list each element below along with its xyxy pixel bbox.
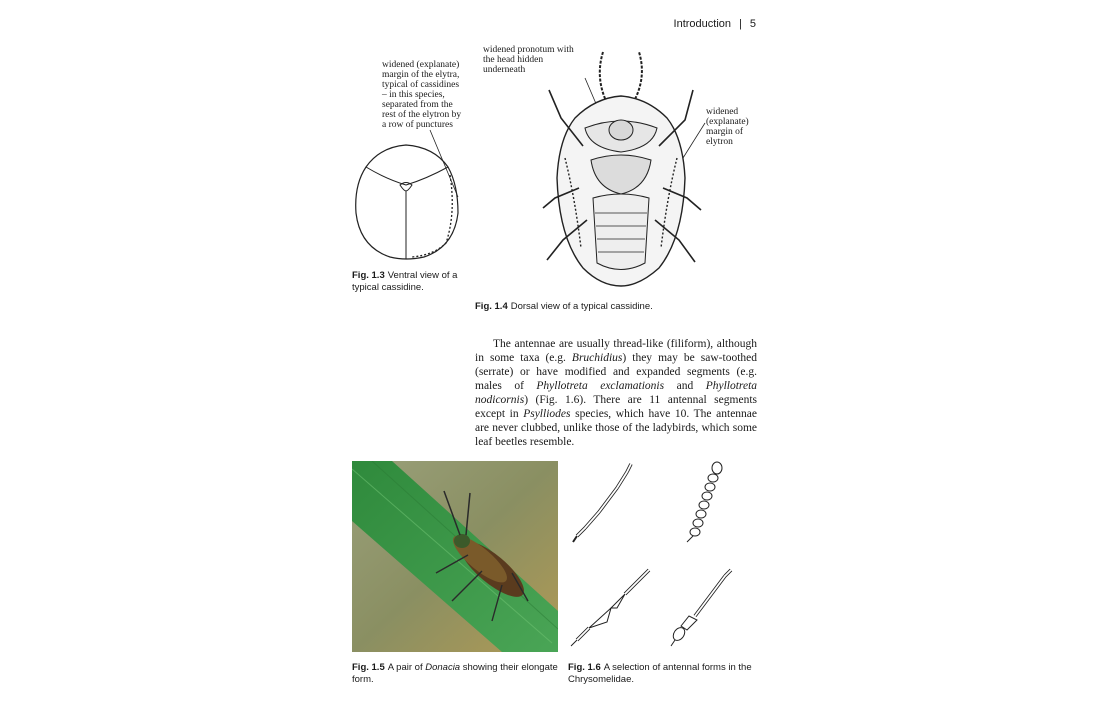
- book-page: [320, 0, 780, 720]
- fig14-annotation-pronotum: widened pronotum with the head hidden underneath: [483, 45, 574, 75]
- fig16-antennae-drawing: [565, 458, 765, 653]
- fig14-annotation-margin: widened (explanate) margin of elytron: [706, 107, 749, 147]
- page-number: 5: [749, 18, 756, 30]
- body-text-part: and: [664, 380, 706, 392]
- antenna-moniliform: [687, 462, 722, 542]
- fig13-label: Fig. 1.3: [352, 270, 385, 281]
- fig16-caption: [568, 662, 768, 686]
- body-text-part: ) (Fig. 1.6). There are 11 antennal segments except in: [475, 394, 757, 420]
- fig16-caption-text: A selection of antennal forms in the Chrysomelidae.: [568, 662, 752, 685]
- fig14-caption-text: Dorsal view of a typical cassidine.: [510, 301, 653, 312]
- fig13-drawing: [350, 125, 465, 265]
- fig15-photo: [352, 461, 558, 652]
- body-text-part: The antennae are usually thread-like (filiform), although in some taxa (e.g.: [475, 338, 757, 364]
- body-italic-taxon: Phyllotreta nodicornis: [475, 380, 758, 406]
- body-italic-taxon: Bruchidius: [571, 352, 623, 364]
- donacia-photo-illustration: [352, 461, 558, 652]
- fig14-beetle-drawing: [535, 48, 710, 293]
- fig15-caption-taxon: Donacia: [425, 662, 461, 673]
- running-header: [674, 18, 756, 30]
- fig15-label: Fig. 1.5: [352, 662, 385, 673]
- section-title: Introduction: [673, 18, 732, 30]
- fig15-caption-text: showing their elongate form.: [352, 662, 558, 685]
- fig14-caption: [475, 301, 725, 313]
- antenna-expanded-segments: [571, 570, 649, 646]
- body-text-part: species, which have 10. The antennae are never clubbed, unlike those of the ladybirds, which some leaf beetles resemble.: [475, 408, 758, 448]
- antenna-nodicorn: [671, 570, 731, 646]
- body-italic-taxon: Psylliodes: [523, 408, 571, 420]
- body-italic-taxon: Phyllotreta exclamationis: [536, 380, 665, 392]
- fig16-label: Fig. 1.6: [568, 662, 601, 673]
- fig13-annotation: widened (explanate) margin of the elytra, typical of cassidines – in this species, separated from the rest of the elytron by a row of punctures: [382, 60, 462, 130]
- antenna-filiform: [573, 464, 631, 542]
- fig14-label: Fig. 1.4: [475, 301, 508, 312]
- fig15-caption: [352, 662, 567, 686]
- fig15-caption-text: A pair of: [387, 662, 426, 673]
- body-text-part: ) they may be saw-toothed (serrate) or have modified and expanded segments (e.g. males of: [475, 352, 757, 392]
- fig13-caption: [352, 270, 472, 294]
- body-paragraph: [475, 337, 757, 449]
- header-separator: |: [739, 18, 742, 30]
- fig13-caption-text: Ventral view of a typical cassidine.: [352, 270, 458, 293]
